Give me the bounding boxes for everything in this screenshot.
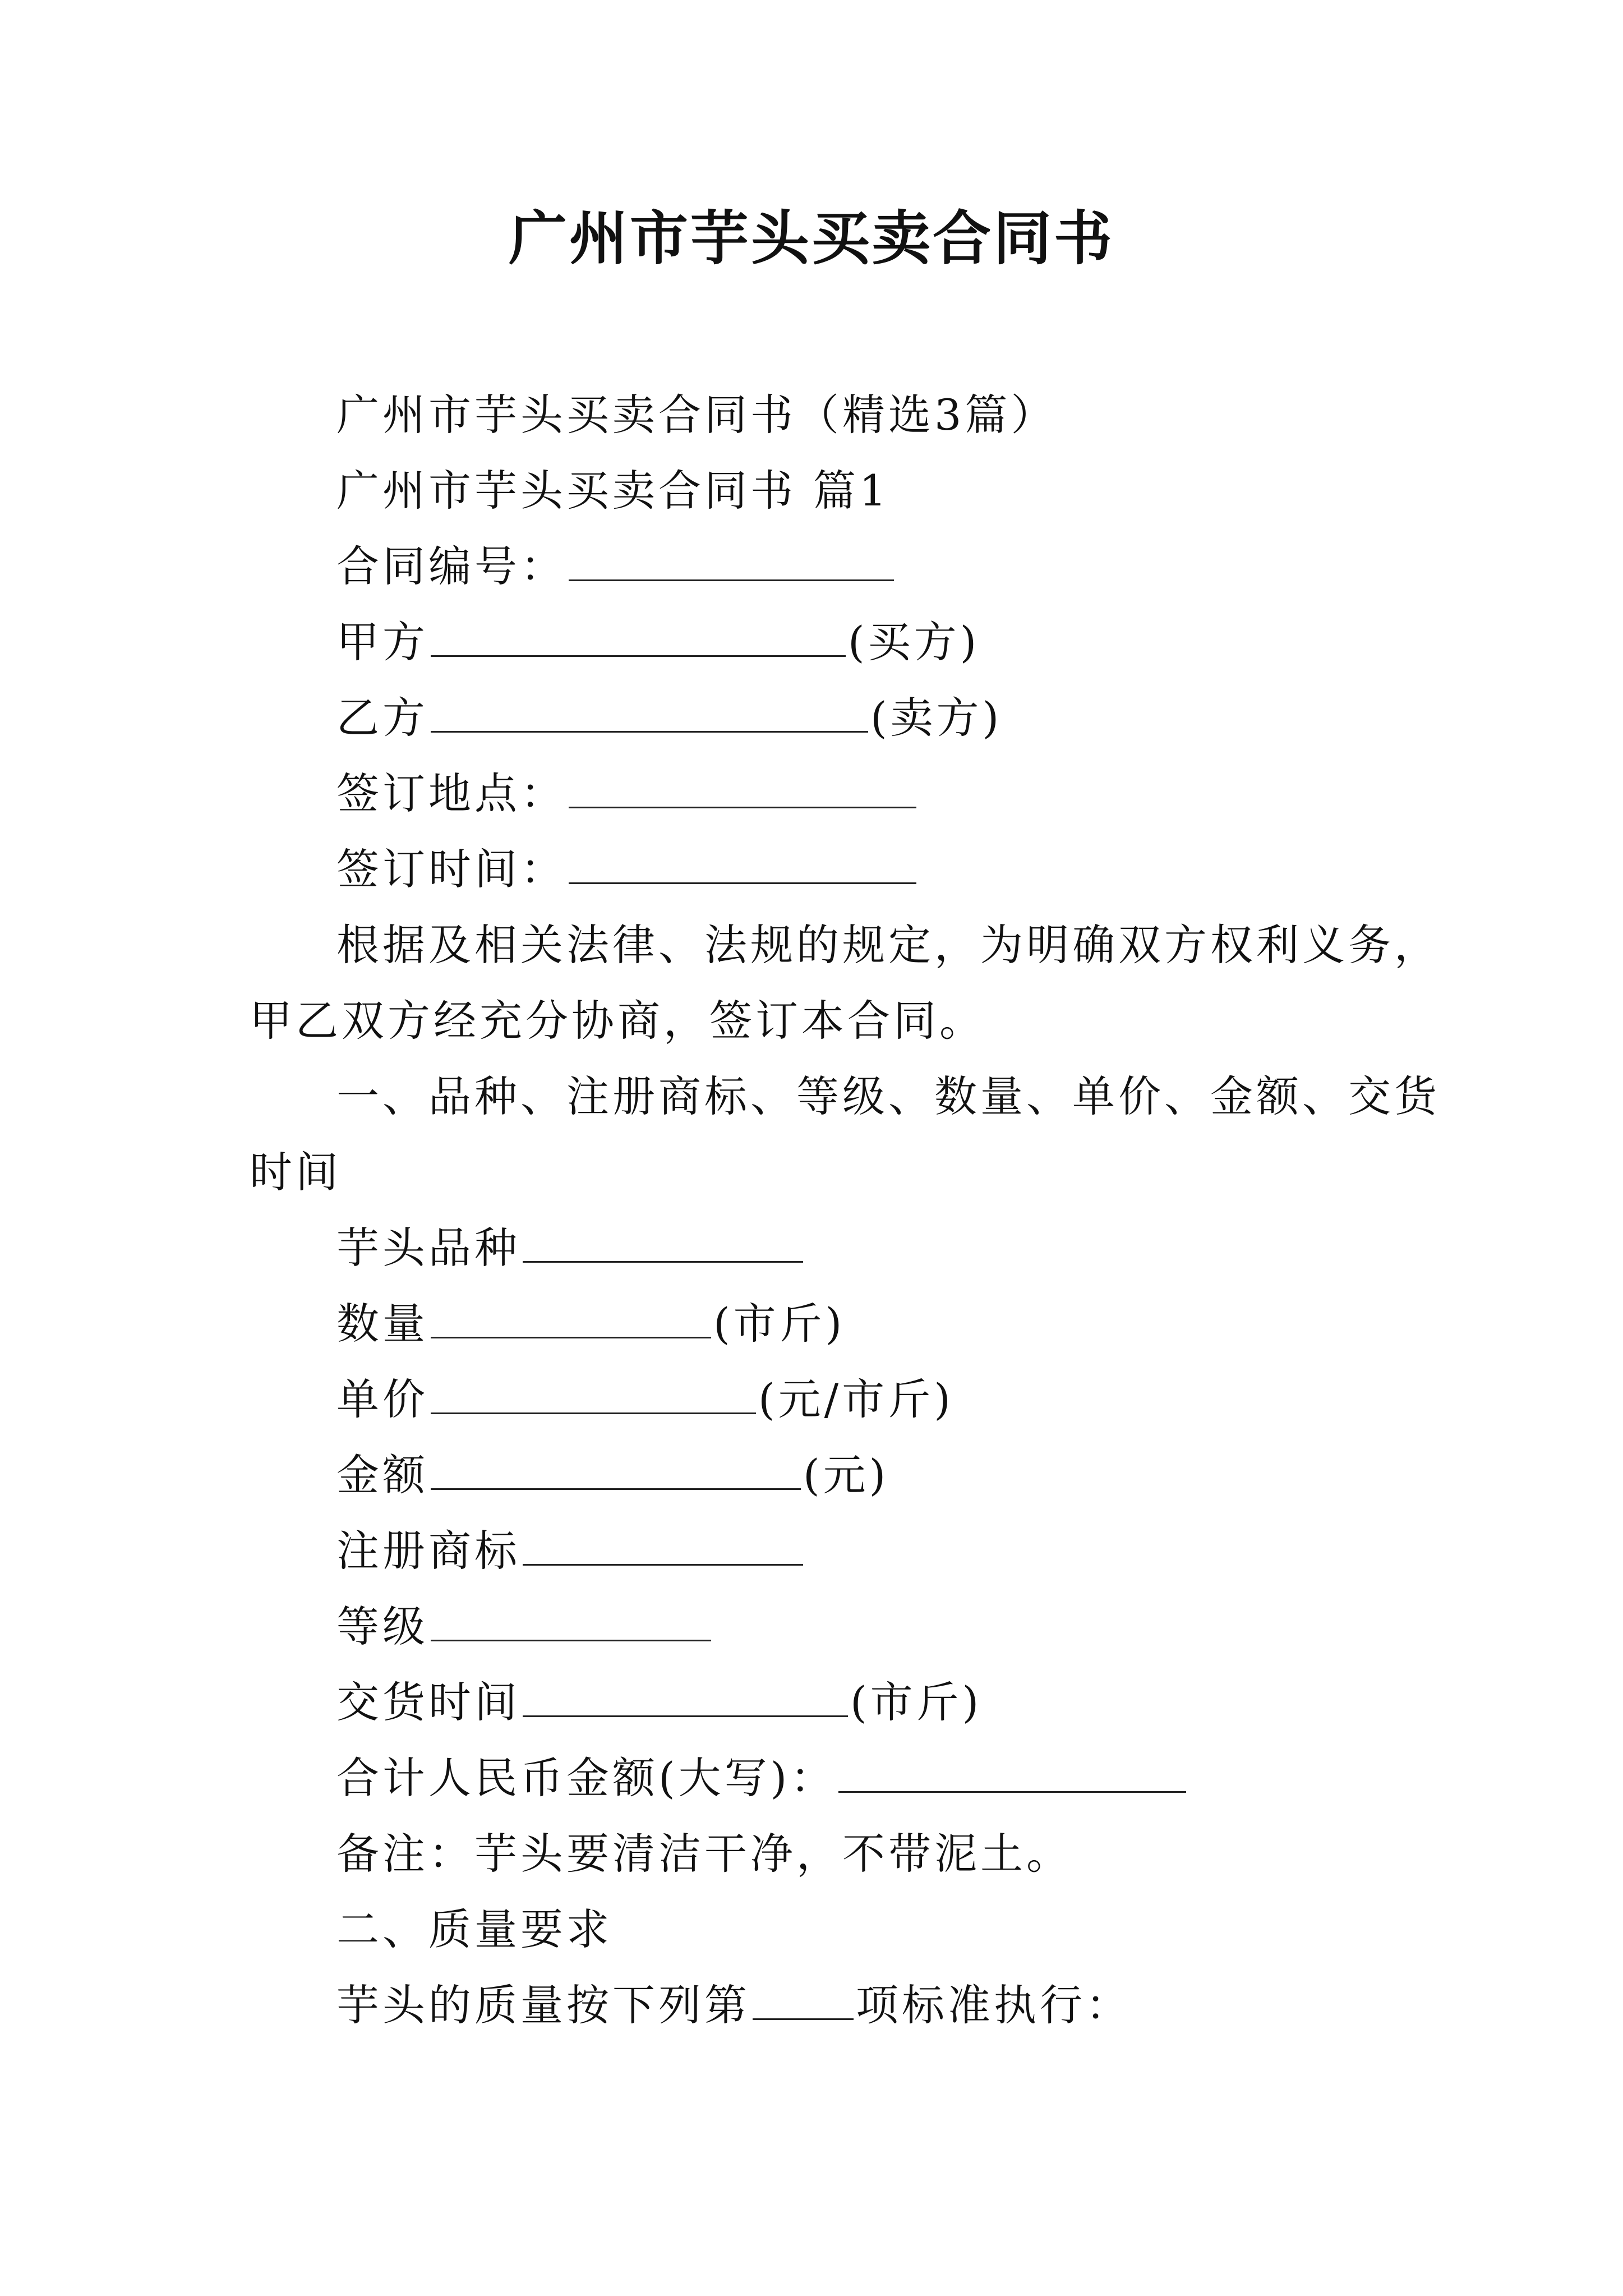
quality-row	[336, 1977, 1132, 2033]
quantity-label: 数量	[336, 1299, 428, 1349]
contract-no-blank	[569, 548, 894, 581]
grade-blank	[431, 1608, 711, 1641]
intro-line-2: 甲乙双方经充分协商，签订本合同。	[250, 996, 985, 1046]
unit-price-blank	[431, 1381, 756, 1414]
amount-label: 金额	[336, 1450, 428, 1500]
party-a-blank	[431, 624, 846, 657]
amount-row	[336, 1447, 889, 1503]
clause1-line-2: 时间	[250, 1147, 342, 1197]
variety-blank	[523, 1230, 803, 1263]
party-b-row	[336, 690, 1002, 746]
sign-time-row	[336, 841, 919, 898]
party-a-label: 甲方	[336, 617, 428, 667]
party-a-row	[336, 614, 980, 670]
sign-place-row	[336, 766, 919, 822]
trademark-label: 注册商标	[336, 1526, 520, 1576]
grade-row	[336, 1599, 713, 1655]
total-blank	[838, 1760, 1186, 1793]
sign-place-blank	[569, 775, 916, 808]
party-b-blank	[431, 700, 868, 733]
unit-price-label: 单价	[336, 1374, 428, 1424]
quality-prefix: 芋头的质量按下列第	[336, 1980, 750, 2030]
contract-no-row	[336, 539, 896, 595]
subtitle: 广州市芋头买卖合同书（精选3篇）	[336, 390, 1057, 440]
delivery-row	[336, 1674, 982, 1731]
clause2-heading: 二、质量要求	[336, 1904, 612, 1954]
party-a-suffix: (买方)	[848, 617, 980, 667]
amount-blank	[431, 1457, 801, 1490]
document-title: 广州市芋头买卖合同书	[508, 204, 1114, 273]
trademark-row	[336, 1523, 805, 1579]
sign-place-label: 签订地点：	[336, 769, 566, 818]
party-b-label: 乙方	[336, 693, 428, 743]
quality-suffix: 项标准执行：	[856, 1980, 1132, 2030]
section-heading: 广州市芋头买卖合同书 篇1	[336, 466, 890, 516]
unit-price-row	[336, 1372, 954, 1428]
sign-time-blank	[569, 851, 916, 884]
note-text: 备注：芋头要清洁干净，不带泥土。	[336, 1829, 1072, 1879]
grade-label: 等级	[336, 1602, 428, 1651]
quality-blank	[753, 1987, 854, 2020]
amount-suffix: (元)	[803, 1450, 889, 1500]
sign-time-label: 签订时间：	[336, 844, 566, 894]
unit-price-suffix: (元/市斤)	[758, 1374, 954, 1424]
contract-no-label: 合同编号：	[336, 541, 566, 591]
delivery-blank	[523, 1684, 848, 1717]
delivery-label: 交货时间	[336, 1677, 520, 1727]
quantity-blank	[431, 1305, 711, 1338]
intro-line-1: 根据及相关法律、法规的规定，为明确双方权利义务，	[336, 920, 1440, 970]
clause1-line-1: 一、品种、注册商标、等级、数量、单价、金额、交货	[336, 1071, 1440, 1121]
variety-label: 芋头品种	[336, 1223, 520, 1273]
party-b-suffix: (卖方)	[870, 693, 1003, 743]
variety-row	[336, 1220, 805, 1276]
delivery-suffix: (市斤)	[850, 1677, 983, 1727]
trademark-blank	[523, 1533, 803, 1566]
total-label: 合计人民币金额(大写)：	[336, 1753, 837, 1803]
quantity-suffix: (市斤)	[713, 1299, 846, 1349]
total-row	[336, 1750, 1188, 1806]
quantity-row	[336, 1296, 845, 1352]
